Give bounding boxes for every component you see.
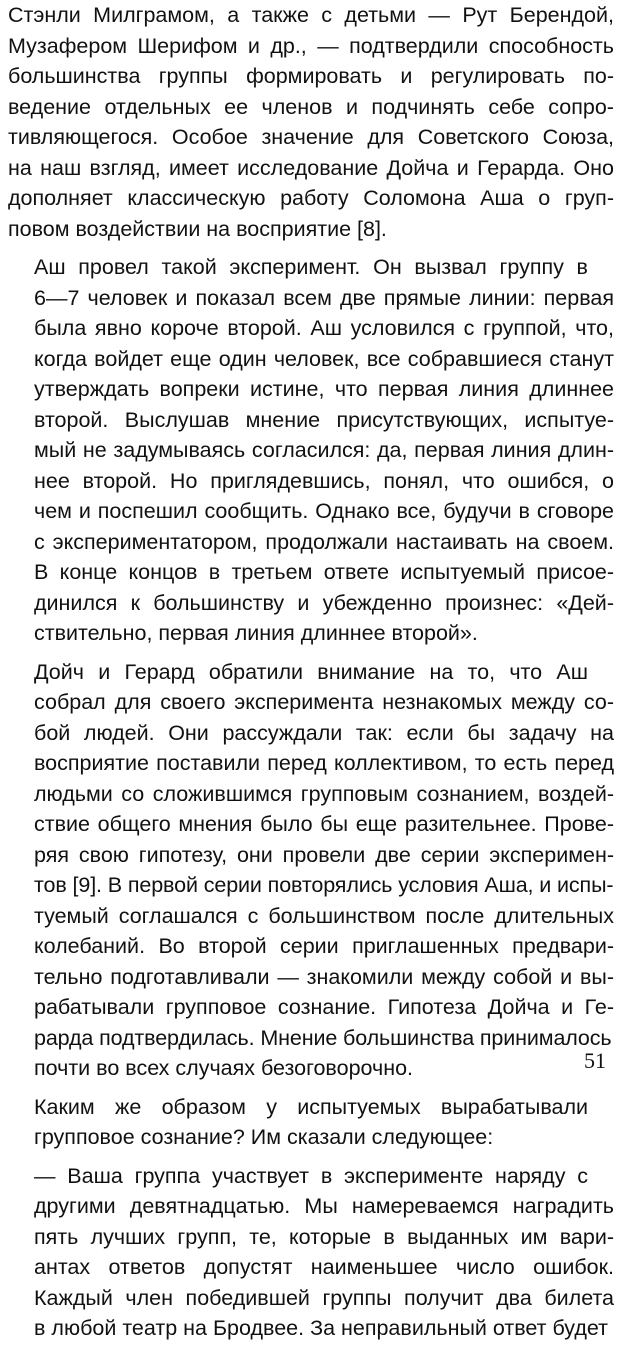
text-line: когда войдет еще один человек, все собравшиеся станут	[34, 346, 614, 371]
text-line: рарда подтвердилась. Мнение большинства принималось	[34, 1025, 612, 1050]
text-line: Музафером Шерифом и др., — подтвердили способность	[8, 33, 614, 58]
text-line: ствие общего мнения было бы еще разительнее. Прове-	[34, 812, 614, 836]
text-line: собрал для своего эксперимента незнакомых между со-	[34, 690, 615, 714]
text-line: В конце концов в третьем ответе испытуемый присое-	[34, 560, 615, 584]
paragraph	[8, 0, 614, 244]
paragraph	[8, 252, 614, 649]
text-line: групповое сознание? Им сказали следующее:	[34, 1125, 494, 1149]
text-line: колебаний. Во второй серии приглашенных предвари-	[34, 934, 615, 958]
text-line: почти во всех случаях безоговорочно.	[34, 1056, 414, 1080]
text-line: тивляющегося. Особое значение для Советского Союза,	[8, 125, 615, 149]
text-line: второй. Выслушав мнение присутствующих, испытуе-	[34, 407, 614, 432]
text-line: пять лучших групп, те, которые в выданных им вари-	[34, 1224, 614, 1249]
text-line: людьми со сложившимся групповым сознанием, воздей-	[34, 781, 614, 806]
text-line: тельно подготавливали — знакомили между собой и вы-	[34, 964, 614, 989]
text-line: утверждать вопреки истине, что первая линия длиннее	[34, 377, 614, 401]
text-line: мый не задумываясь согласился: да, первая линия длин-	[34, 438, 615, 462]
text-line: бой людей. Они рассуждали так: если бы задачу на	[34, 720, 615, 745]
text-line: Аш провел такой эксперимент. Он вызвал группу в	[34, 255, 588, 279]
text-line: чем и поспешил сообщить. Однако все, будучи в сговоре	[34, 499, 614, 523]
paragraph	[8, 1092, 614, 1153]
text-line: восприятие поставили перед коллективом, то есть перед	[34, 751, 615, 775]
text-line: тов [9]. В первой серии повторялись условия Аша, и испы-	[34, 873, 614, 897]
page-number: 51	[584, 1048, 606, 1073]
text-line: большинства группы формировать и регулировать по-	[8, 64, 614, 88]
text-line: в любой театр на Бродвее. За неправильный ответ будет	[34, 1316, 608, 1340]
text-line: другими девятнадцатью. Мы намереваемся наградить	[34, 1194, 614, 1218]
text-line: динился к большинству и убежденно произнес: «Дей-	[34, 590, 614, 615]
body-text	[8, 0, 614, 1352]
text-line: Дойч и Герард обратили внимание на то, что Аш	[34, 659, 588, 684]
text-line: — Ваша группа участвует в эксперименте наряду с	[34, 1163, 588, 1188]
text-line: Каждый член победившей группы получит два билета	[34, 1285, 615, 1310]
text-line: дополняет классическую работу Соломона Аша о груп-	[8, 186, 614, 210]
text-line: нее второй. Но приглядевшись, понял, что ошибся, о	[34, 468, 615, 493]
text-line: ведение отдельных ее членов и подчинять себе сопро-	[8, 94, 614, 119]
text-line: Стэнли Милграмом, а также с детьми — Рут Берендой,	[8, 3, 614, 27]
text-line: туемый соглашался с большинством после длительных	[34, 903, 614, 928]
text-line: на наш взгляд, имеет исследование Дойча и Герарда. Оно	[8, 155, 614, 180]
text-line: антах ответов допустят наименьшее число ошибок.	[34, 1255, 614, 1279]
paragraph	[8, 657, 614, 1084]
text-line: Каким же образом у испытуемых вырабатывали	[34, 1094, 589, 1119]
text-line: была явно короче второй. Аш условился с группой, что,	[34, 316, 614, 340]
text-line: ряя свою гипотезу, они провели две серии эксперимен-	[34, 842, 614, 867]
text-line: повом воздействии на восприятие [8].	[8, 216, 387, 241]
paragraph	[8, 1161, 614, 1344]
text-line: ствительно, первая линия длиннее второй».	[34, 621, 478, 645]
text-line: с экспериментатором, продолжали настаивать на своем.	[34, 529, 614, 554]
text-line: 6—7 человек и показал всем две прямые линии: первая	[34, 285, 615, 310]
text-line: рабатывали групповое сознание. Гипотеза Дойча и Ге-	[34, 995, 615, 1019]
